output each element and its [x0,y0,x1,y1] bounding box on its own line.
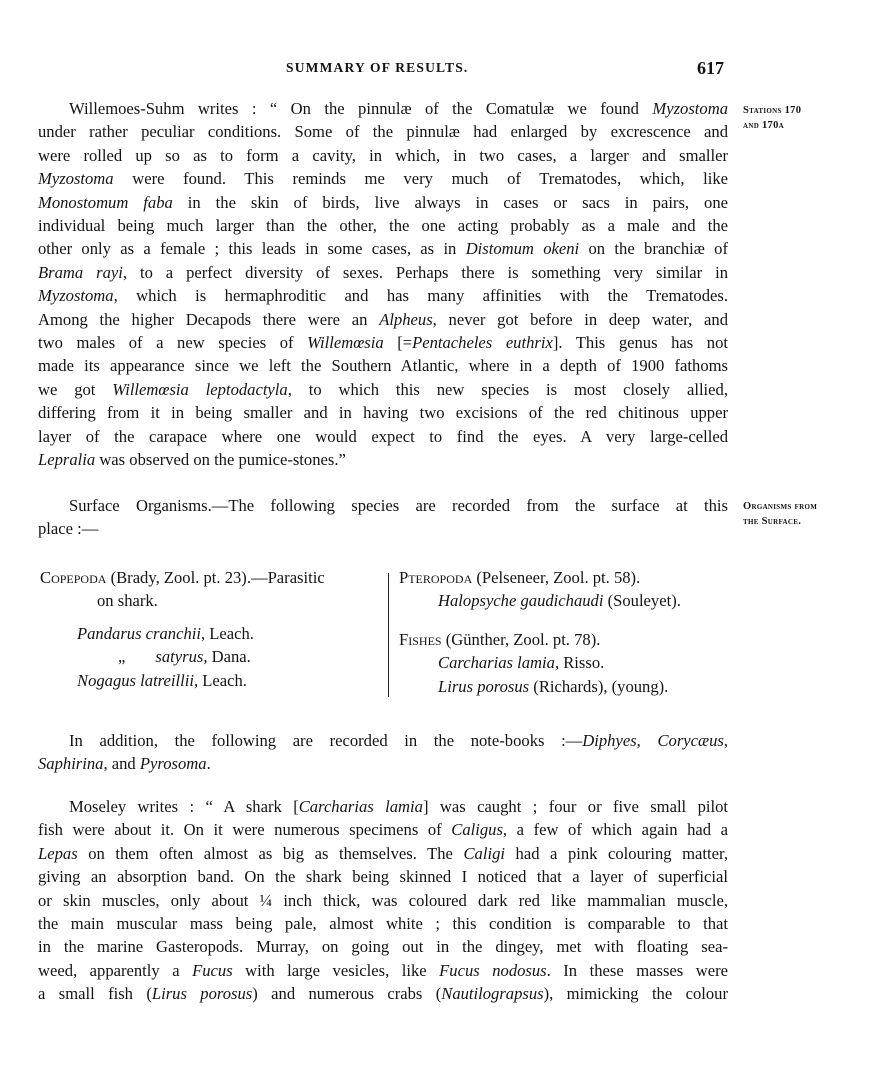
text-run: Moseley writes : “ A shark [ [69,797,299,816]
italic-term: Pentacheles euthrix [412,333,553,353]
margin-note-organisms [743,499,873,529]
text-run: . [206,754,211,774]
species-authority: (Richards), (young). [529,676,669,696]
text-line [38,865,728,888]
text-line [38,818,728,841]
italic-term: Caligi [463,843,505,863]
italic-term: Diphyes [582,731,637,750]
italic-term: Saphirina [38,754,104,774]
paragraph-willemoes-suhm [38,97,728,472]
text-line [38,378,728,401]
text-line [38,191,728,214]
species-authority: , Dana. [203,647,251,667]
margin-note-line: Stations 170 [743,105,802,116]
italic-term: Brama rayi [38,262,123,282]
text-run: place :— [38,519,99,539]
text-line [38,425,728,448]
text-run: ) and numerous crabs ( [252,984,442,1004]
text-run: ] was caught ; four or five small pilot [422,797,728,816]
text-run: or skin muscles, only about ¼ inch thick, was coloured dark red like mammalian muscle, [38,890,728,910]
text-run: Among the higher Decapods there were an [38,309,380,329]
group-copepoda [40,566,380,589]
italic-term: Monostomum faba [38,192,173,212]
text-line [38,331,728,354]
species-authority: , Risso. [554,653,605,673]
text-run: fish were about it. On it were numerous specimens of [38,820,452,840]
italic-term: Alpheus [379,309,433,329]
text-run: Surface Organisms.—The following species are recorded from the surface at this [69,496,728,515]
italic-term: Myzostoma [38,286,114,306]
text-line [38,517,728,540]
species-entry [399,675,729,698]
text-line [38,912,728,935]
italic-term: Myzostoma [652,99,728,118]
italic-term: Corycæus [657,731,724,750]
text-line [38,354,728,377]
text-run: In addition, the following are recorded in the note-books :— [69,731,583,750]
species-authority: , Leach. [193,670,247,690]
text-line [38,752,728,775]
italic-term: Lepralia [38,450,96,470]
species-name: Halopsyche gaudichaudi [438,591,604,611]
text-run: differing from it in being smaller and in having two excisions of the red chitinous upper [38,403,728,423]
text-run: individual being much larger than the other, the one acting probably as a male and the [38,216,728,236]
text-run: , and [103,754,140,774]
text-run: giving an absorption band. On the shark being skinned I noticed that a layer of superficial [38,867,728,887]
text-line [38,448,728,471]
text-run: had a pink colouring matter, [504,843,729,863]
text-line [38,214,728,237]
text-run: , never got before in deep water, and [432,309,728,329]
text-run: were found. This reminds me very much of Trematodes, which, like [113,169,728,189]
text-run: a small fish ( [38,984,152,1004]
species-entry [40,645,380,668]
ditto-mark: „ [118,647,126,667]
margin-note-line: and 170a [743,120,784,131]
text-run: in the skin of birds, live always in cases or sacs in pairs, one [172,192,728,212]
text-run: [= [383,333,413,353]
margin-note-line: Organisms from [743,501,818,512]
text-run: was observed on the pumice-stones.” [95,450,346,470]
text-line [38,120,728,143]
paragraph-surface-organisms [38,494,728,541]
group-reference: (Günther, Zool. pt. 78). [441,629,601,649]
text-run: with large vesicles, like [232,960,440,980]
species-name: Nogagus latreillii [77,670,194,690]
italic-term: Willemœsia [307,333,384,353]
species-authority: , Leach. [200,623,254,643]
group-pteropoda [399,566,729,589]
column-divider [388,573,389,697]
text-line [38,237,728,260]
text-line [38,889,728,912]
text-run: Willemoes-Suhm writes : “ On the pinnulæ of the Comatulæ we found [69,99,653,118]
italic-term: Distomum okeni [465,239,580,259]
italic-term: Caligus [451,820,503,840]
italic-term: Lirus porosus [151,984,253,1004]
text-run: were rolled up so as to form a cavity, in which, in two cases, a larger and smaller [38,145,728,165]
text-run: , to a perfect diversity of sexes. Perhaps there is something very similar in [122,262,728,282]
text-line [38,97,728,120]
species-name: Lirus porosus [438,676,530,696]
text-run: made its appearance since we left the Southern Atlantic, where in a depth of 1900 fathoms [38,356,728,376]
text-line [38,308,728,331]
text-run: two males of a new species of [38,333,308,353]
text-run: . In these masses were [546,960,728,980]
text-run: other only as a female ; this leads in some cases, as in [38,239,466,259]
group-heading: Fishes [399,629,442,649]
text-run: under rather peculiar conditions. Some of the pinnulæ had enlarged by excrescence and [38,122,728,142]
text-run: , [723,731,728,750]
paragraph-moseley [38,795,728,1006]
text-run: , a few of which again had a [502,820,728,840]
species-name: satyrus [155,647,204,667]
running-header: SUMMARY OF RESULTS. [286,60,469,75]
italic-term: Myzostoma [38,169,114,189]
margin-note-stations [743,103,873,133]
species-entry [399,589,729,612]
text-run: the main muscular mass being pale, almost white ; this condition is comparable to that [38,914,728,934]
group-reference: (Brady, Zool. pt. 23).—Parasitic [106,568,325,587]
text-run: we got [38,379,113,399]
group-heading: Copepoda [40,568,107,587]
text-run: , which is hermaphroditic and has many affinities with the Trematodes. [113,286,728,306]
group-note: on shark. [97,591,158,611]
text-line [38,144,728,167]
text-line [38,795,728,818]
species-list-left [40,566,380,692]
group-fishes [399,628,729,651]
page-number: 617 [697,58,724,78]
italic-term: Nautilograpsus [441,984,544,1004]
text-line [38,935,728,958]
group-reference: (Pelseneer, Zool. pt. 58). [472,568,641,587]
species-entry [40,669,380,692]
italic-term: Fucus [192,960,233,980]
species-name: Carcharias lamia [438,653,555,673]
italic-term: Carcharias lamia [298,797,423,816]
text-run: in the marine Gasteropods. Murray, on going out in the dingey, met with floating sea- [38,937,728,957]
italic-term: Willemœsia leptodactyla [112,379,288,399]
margin-note-line: the Surface. [743,516,802,527]
text-line [38,494,728,517]
italic-term: Lepas [38,843,78,863]
species-authority: (Souleyet). [603,591,681,611]
italic-term: Fucus nodosus [439,960,547,980]
text-run: , to which this new species is most closely allied, [287,379,728,399]
species-entry [399,651,729,674]
text-run: on them often almost as big as themselves. The [77,843,464,863]
text-run: ), mimicking the colour [543,984,728,1004]
text-line [38,959,728,982]
text-line [38,167,728,190]
text-line [38,284,728,307]
text-line [38,842,728,865]
italic-term: Pyrosoma [139,754,207,774]
text-line [38,729,728,752]
group-heading: Pteropoda [399,568,473,587]
text-run: on the branchiæ of [579,239,728,259]
paragraph-note-books [38,729,728,776]
species-list-right [399,566,729,698]
text-line [38,261,728,284]
text-line [38,982,728,1005]
text-run: ]. This genus has not [552,333,728,353]
species-entry [40,622,380,645]
species-name: Pandarus cranchii [77,623,201,643]
text-run: weed, apparently a [38,960,193,980]
text-line [38,401,728,424]
text-run: , [636,731,658,750]
text-run: layer of the carapace where one would expect to find the eyes. A very large-celled [38,426,728,446]
